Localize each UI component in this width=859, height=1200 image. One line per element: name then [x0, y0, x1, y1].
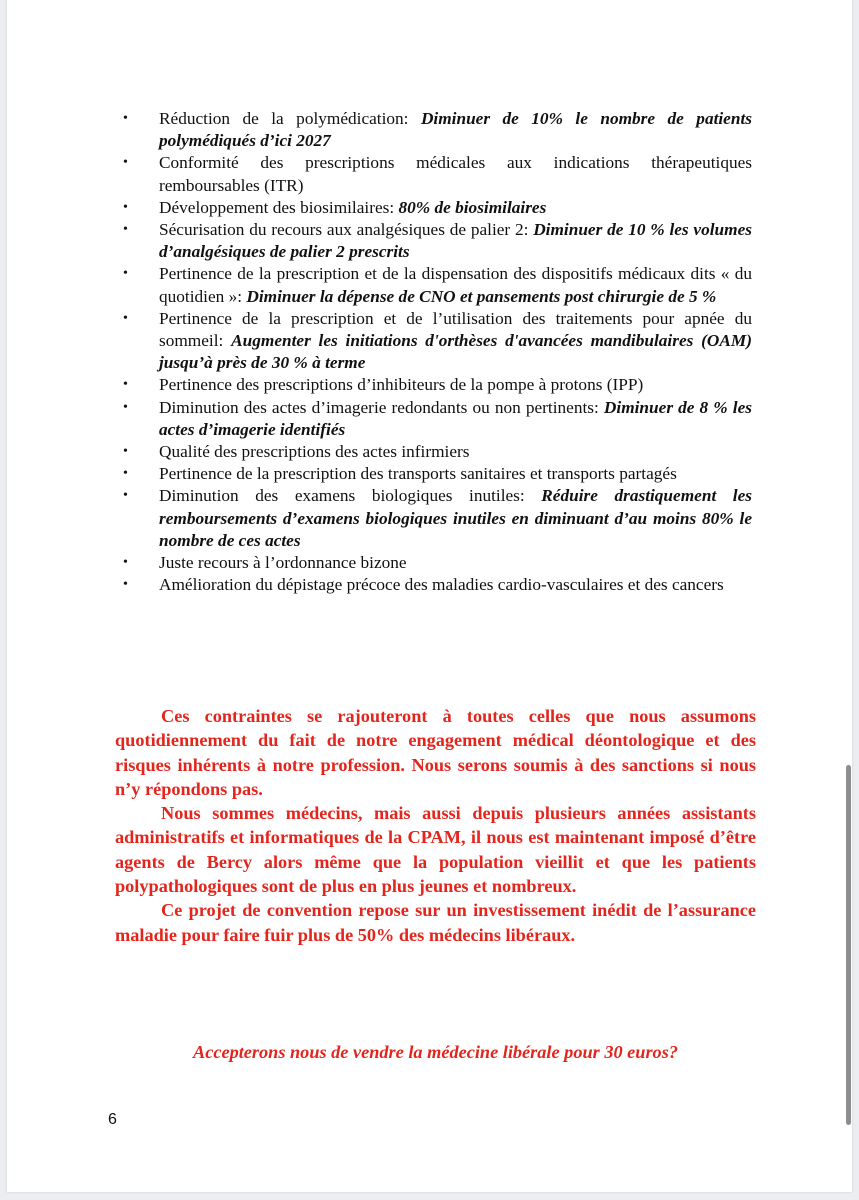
item-emphasis: 80% de biosimilaires	[398, 197, 547, 217]
list-item	[7, 552, 852, 574]
bullet-dot: •	[123, 577, 128, 593]
list-item	[7, 574, 852, 596]
bullet-dot: •	[123, 155, 128, 171]
item-text: Sécurisation du recours aux analgésiques de palier 2:	[159, 220, 534, 240]
bullet-dot: •	[123, 377, 128, 393]
bullet-list	[7, 108, 852, 596]
item-text: Diminution des actes d’imagerie redondants ou non pertinents:	[159, 397, 604, 417]
bullet-dot: •	[123, 399, 128, 415]
list-item	[7, 308, 852, 375]
paragraph-doctors: Nous sommes médecins, mais aussi depuis plusieurs années assistants administratifs et informatiques de la CPAM, il nous est maintenant imposé d’être agents de Bercy alors même que la population vieillit et que les patients polypathologiques sont de plus en plus jeunes et nombreux.	[115, 803, 756, 897]
paragraph-convention: Ce projet de convention repose sur un investissement inédit de l’assurance maladie pour faire fuir plus de 50% des médecins libéraux.	[115, 900, 756, 945]
bullet-dot: •	[123, 555, 128, 571]
list-item	[7, 219, 852, 263]
list-item	[7, 152, 852, 196]
item-emphasis: Réduire drastiquement les remboursements d’examens biologiques inutiles en diminuant d’au moins 80% le nombre de ces actes	[159, 486, 752, 550]
list-item	[7, 263, 852, 307]
bullet-dot: •	[123, 222, 128, 238]
list-item	[7, 463, 852, 485]
list-item	[7, 108, 852, 152]
item-text: Amélioration du dépistage précoce des maladies cardio-vasculaires et des cancers	[159, 575, 724, 595]
item-emphasis: Diminuer de 8 % les actes d’imagerie identifiés	[159, 397, 752, 439]
item-emphasis: Diminuer de 10 % les volumes d’analgésiques de palier 2 prescrits	[159, 220, 752, 262]
paragraph-constraints: Ces contraintes se rajouteront à toutes celles que nous assumons quotidiennement du fait de notre engagement médical déontologique et des risques inhérents à notre profession. Nous serons soumis à des sanctions si nous n’y répondons pas.	[115, 706, 756, 799]
item-text: Réduction de la polymédication:	[159, 109, 421, 128]
list-item	[7, 374, 852, 396]
document-page	[7, 0, 852, 1192]
item-text: Juste recours à l’ordonnance bizone	[159, 553, 407, 573]
list-item	[7, 197, 852, 219]
item-text: Pertinence de la prescription et de l’utilisation des traitements pour apnée du sommeil:	[159, 308, 752, 351]
list-item	[7, 485, 852, 552]
item-text: Pertinence de la prescription des transports sanitaires et transports partagés	[159, 464, 677, 484]
scrollbar-thumb[interactable]	[846, 765, 851, 1125]
item-text: Diminution des examens biologiques inutiles:	[159, 486, 542, 506]
item-text: Qualité des prescriptions des actes infirmiers	[159, 442, 470, 462]
bullet-dot: •	[123, 444, 128, 460]
item-emphasis: Augmenter les initiations d'orthèses d'avancées mandibulaires (OAM) jusqu’à près de 30 % à terme	[159, 331, 752, 373]
item-emphasis: Diminuer la dépense de CNO et pansements post chirurgie de 5 %	[246, 286, 717, 306]
closing-question: Accepterons nous de vendre la médecine libérale pour 30 euros?	[193, 1042, 678, 1062]
bullet-dot: •	[123, 266, 128, 282]
item-text: Pertinence de la prescription et de la dispensation des dispositifs médicaux dits « du quotidien »:	[159, 264, 752, 306]
bullet-dot: •	[123, 199, 128, 215]
bullet-dot: •	[123, 310, 128, 326]
bullet-dot: •	[123, 488, 128, 504]
bullet-dot: •	[123, 466, 128, 482]
item-emphasis: Diminuer de 10% le nombre de patients polymédiqués d’ici 2027	[159, 109, 752, 151]
page-number: 6	[108, 1111, 117, 1128]
bullet-dot: •	[123, 111, 128, 126]
list-item	[7, 441, 852, 463]
item-text: Conformité des prescriptions médicales aux indications thérapeutiques remboursables (ITR)	[159, 153, 752, 195]
item-text: Développement des biosimilaires:	[159, 197, 399, 217]
red-paragraphs	[115, 704, 756, 947]
item-text: Pertinence des prescriptions d’inhibiteurs de la pompe à protons (IPP)	[159, 375, 644, 395]
list-item	[7, 397, 852, 441]
